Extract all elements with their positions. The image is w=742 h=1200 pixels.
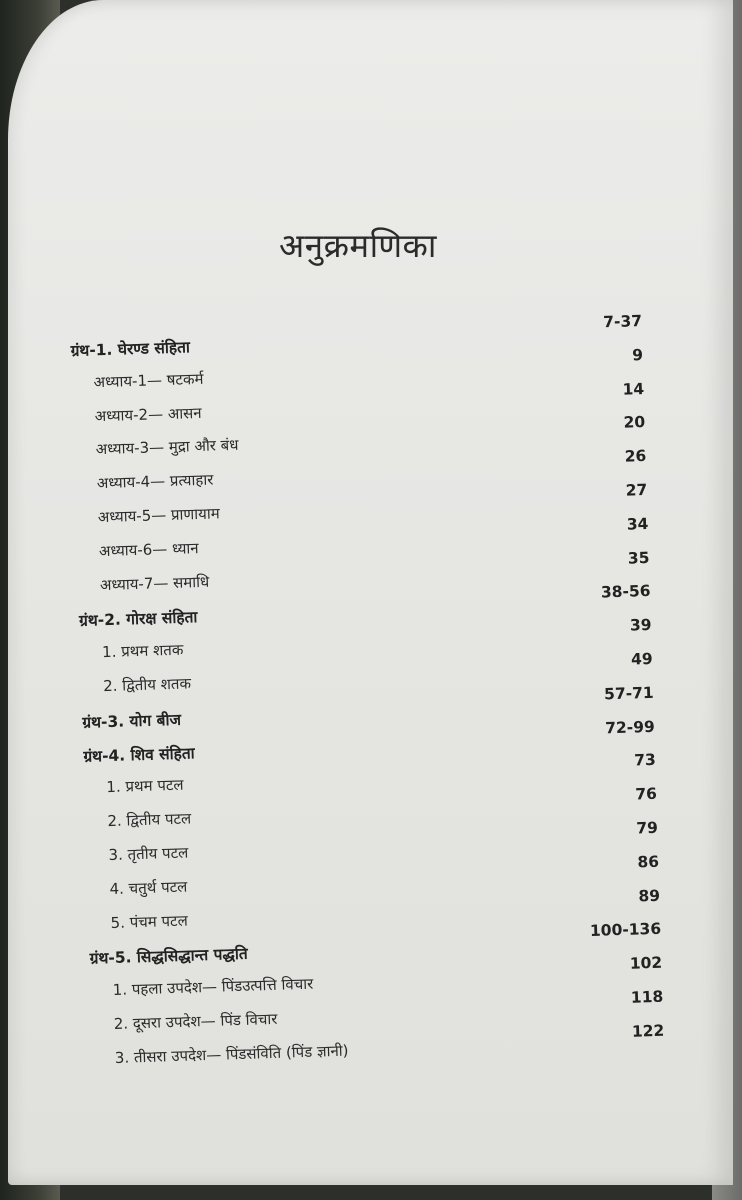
- chapter-title: 2. दूसरा उपदेश— पिंड विचार: [113, 1009, 278, 1033]
- chapter-title: अध्याय-1— षटकर्म: [93, 369, 204, 392]
- book-page: [8, 0, 733, 1185]
- chapter-title: 5. पंचम पटल: [110, 911, 189, 932]
- chapter-title: 3. तृतीय पटल: [108, 843, 189, 864]
- page-number: 20: [623, 413, 646, 433]
- page-number: 72-99: [604, 717, 656, 737]
- page-number: 14: [622, 379, 645, 399]
- page-number: 86: [637, 852, 660, 872]
- chapter-title: 2. द्वितीय पटल: [107, 809, 192, 831]
- section-title: ग्रंथ-4. शिव संहिता: [83, 743, 195, 766]
- chapter-title: 2. द्वितीय शतक: [102, 674, 192, 696]
- section-title: ग्रंथ-5. सिद्धसिद्धान्त पद्धति: [89, 945, 248, 969]
- page-number: 79: [636, 818, 659, 838]
- section-title: ग्रंथ-1. घेरण्ड संहिता: [70, 338, 191, 360]
- page-title: अनुक्रमणिका: [279, 226, 437, 265]
- page-number: 57-71: [603, 683, 654, 704]
- page-number: 27: [625, 480, 648, 500]
- page-number: 118: [630, 987, 664, 1007]
- chapter-title: अध्याय-4— प्रत्याहार: [96, 470, 214, 493]
- table-of-contents: [70, 312, 673, 1073]
- page-number: 34: [626, 514, 649, 534]
- page-number: 7-37: [602, 312, 643, 332]
- chapter-title: 1. प्रथम शतक: [101, 640, 184, 662]
- page-number: 76: [635, 784, 658, 804]
- page-number: 89: [638, 886, 661, 905]
- page-number: 35: [627, 548, 650, 568]
- chapter-title: अध्याय-2— आसन: [94, 403, 202, 425]
- page-number: 100-136: [589, 920, 662, 941]
- page-number: 73: [633, 751, 657, 770]
- chapter-title: 3. तीसरा उपदेश— पिंडसंविति (पिंड ज्ञानी): [114, 1041, 349, 1067]
- chapter-title: अध्याय-6— ध्यान: [98, 538, 199, 560]
- page-number: 102: [629, 953, 663, 973]
- page-number: 26: [624, 447, 647, 466]
- chapter-title: 1. प्रथम पटल: [106, 776, 184, 797]
- chapter-title: 4. चतुर्थ पटल: [109, 877, 188, 898]
- chapter-title: अध्याय-5— प्राणायाम: [97, 504, 220, 527]
- page-number: 38-56: [600, 582, 651, 602]
- page-number: 122: [631, 1021, 665, 1041]
- chapter-title: अध्याय-7— समाधि: [99, 572, 210, 594]
- page-number: 49: [630, 649, 653, 669]
- section-title: ग्रंथ-3. योग बीज: [82, 710, 182, 732]
- section-title: ग्रंथ-2. गोरक्ष संहिता: [78, 608, 198, 631]
- page-number: 9: [631, 345, 644, 365]
- chapter-title: 1. पहला उपदेश— पिंडउत्पत्ति विचार: [112, 974, 314, 1000]
- chapter-title: अध्याय-3— मुद्रा और बंध: [95, 436, 239, 459]
- page-number: 39: [629, 616, 652, 635]
